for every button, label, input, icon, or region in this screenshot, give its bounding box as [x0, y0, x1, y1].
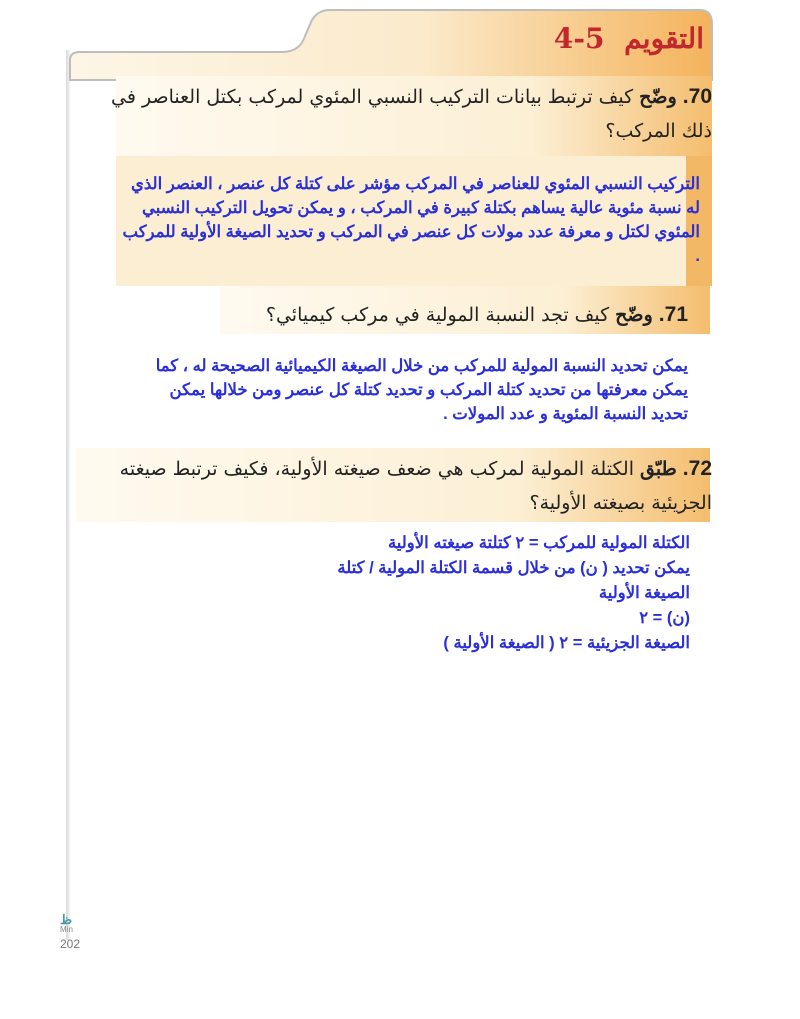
answer-71: يمكن تحديد النسبة المولية للمركب من خلال الصيغة الكيميائية الصحيحة له ، كما يمكن معرفتها من تحديد كتلة المركب و تحديد كتلة كل عنصر ومن خلالها يمكن تحديد النسبة المئوية و عدد المولات .	[155, 357, 688, 423]
question-text: الكتلة المولية لمركب هي ضعف صيغته الأولية، فكيف ترتبط صيغته الجزيئية بصيغته الأولية؟	[119, 458, 712, 514]
question-verb: وضّح	[615, 304, 653, 326]
answer-line: يمكن تحديد ( ن) من خلال قسمة الكتلة المولية / كتلة الصيغة الأولية	[337, 559, 690, 602]
answer-line: الكتلة المولية للمركب = ٢ كتلتة صيغته الأولية	[387, 534, 690, 552]
question-72	[95, 452, 712, 520]
footer-year: 202	[60, 937, 81, 951]
publisher-logo: ظ	[60, 912, 73, 927]
question-number: 70.	[682, 85, 712, 108]
question-number: 72.	[682, 457, 712, 480]
section-title	[554, 22, 704, 55]
answer-72	[300, 531, 690, 656]
question-verb: وضّح	[639, 86, 677, 108]
answer-70: التركيب النسبي المئوي للعناصر في المركب مؤشر على كتلة كل عنصر ، العنصر الذي له نسبة مئوية عالية يساهم بكتلة كبيرة في المركب ، و يمكن تحويل التركيب النسبي المئوي لكتل و معرفة عدد مولات كل عنصر في المركب و تحديد الصيغة الأولية للمركب .	[122, 175, 700, 265]
title-text: التقويم	[624, 22, 704, 55]
answer-line: (ن) = ٢	[639, 609, 690, 627]
question-verb: طبّق	[640, 458, 677, 480]
question-71	[266, 298, 688, 332]
question-text: كيف ترتبط بيانات التركيب النسبي المئوي لمركب بكتل العناصر في ذلك المركب؟	[111, 86, 712, 142]
publisher-text: Min	[60, 925, 73, 934]
section-number: 5-4	[553, 22, 605, 55]
question-number: 71.	[658, 303, 688, 326]
answer-line: الصيغة الجزيئية = ٢ ( الصيغة الأولية )	[443, 634, 690, 652]
question-text: كيف تجد النسبة المولية في مركب كيميائي؟	[265, 304, 610, 326]
question-70	[110, 80, 712, 148]
